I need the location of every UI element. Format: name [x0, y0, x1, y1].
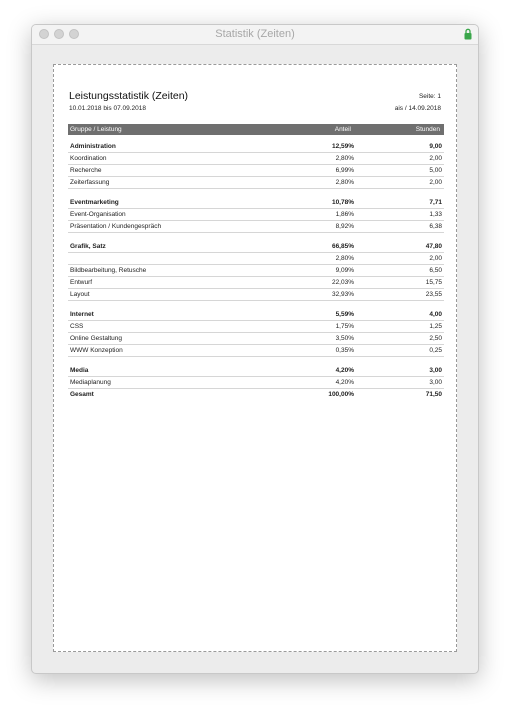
- group-share: 12,59%: [331, 143, 354, 150]
- statistics-window: [31, 24, 479, 674]
- service-name: Recherche: [70, 167, 102, 174]
- service-share: 6,99%: [335, 167, 354, 174]
- service-name: Zeiterfassung: [70, 179, 110, 186]
- table-row: [68, 253, 444, 265]
- group-name: Grafik, Satz: [70, 243, 106, 250]
- service-name: CSS: [70, 323, 84, 330]
- total-row: [68, 389, 444, 401]
- window-title: Statistik (Zeiten): [215, 28, 295, 40]
- group-row: [68, 241, 444, 253]
- group-row: [68, 197, 444, 209]
- service-name: Event-Organisation: [70, 211, 126, 218]
- report-page: [53, 64, 457, 652]
- table-row: [68, 289, 444, 301]
- report-page-number: Seite: 1: [418, 93, 441, 100]
- group-row: [68, 141, 444, 153]
- table-row: [68, 153, 444, 165]
- service-name: Präsentation / Kundengespräch: [70, 223, 162, 230]
- table-body: [68, 141, 444, 401]
- group-name: Eventmarketing: [70, 199, 119, 206]
- group-share: 66,85%: [331, 243, 354, 250]
- table-row: [68, 333, 444, 345]
- service-hours: 23,55: [425, 291, 442, 298]
- service-share: 8,92%: [335, 223, 354, 230]
- group-hours: 9,00: [429, 143, 442, 150]
- service-hours: 0,25: [429, 347, 442, 354]
- lock-icon[interactable]: [464, 28, 472, 40]
- service-share: 1,75%: [335, 323, 354, 330]
- service-share: 9,09%: [335, 267, 354, 274]
- table-row: [68, 221, 444, 233]
- service-name: Online Gestaltung: [70, 335, 123, 342]
- service-hours: 2,00: [429, 155, 442, 162]
- service-hours: 3,00: [429, 379, 442, 386]
- service-share: 0,35%: [335, 347, 354, 354]
- service-hours: 6,50: [429, 267, 442, 274]
- report-date-range: 10.01.2018 bis 07.09.2018: [69, 105, 146, 112]
- service-hours: 15,75: [425, 279, 442, 286]
- group-share: 4,20%: [335, 367, 354, 374]
- group-row: [68, 365, 444, 377]
- service-share: 32,93%: [331, 291, 354, 298]
- table-row: [68, 345, 444, 357]
- service-name: Layout: [70, 291, 90, 298]
- total-hours: 71,50: [425, 391, 442, 398]
- service-name: WWW Konzeption: [70, 347, 123, 354]
- total-label: Gesamt: [70, 391, 94, 398]
- group-hours: 7,71: [429, 199, 442, 206]
- service-name: Mediaplanung: [70, 379, 111, 386]
- service-share: 3,50%: [335, 335, 354, 342]
- table-row: [68, 165, 444, 177]
- table-row: [68, 177, 444, 189]
- report-as-of-date: ais / 14.09.2018: [394, 105, 441, 112]
- service-hours: 6,38: [429, 223, 442, 230]
- total-share: 100,00%: [328, 391, 354, 398]
- service-share: 2,80%: [335, 255, 354, 262]
- table-row: [68, 209, 444, 221]
- table-row: [68, 321, 444, 333]
- group-hours: 3,00: [429, 367, 442, 374]
- service-name: Entwurf: [70, 279, 93, 286]
- column-header-hours: Stunden: [415, 126, 440, 133]
- column-header-group: Gruppe / Leistung: [70, 126, 122, 133]
- group-share: 10,78%: [331, 199, 354, 206]
- service-hours: 5,00: [429, 167, 442, 174]
- column-header-share: Anteil: [334, 126, 351, 133]
- service-share: 2,80%: [335, 179, 354, 186]
- service-hours: 1,33: [429, 211, 442, 218]
- report-title: Leistungsstatistik (Zeiten): [69, 90, 189, 102]
- table-row: [68, 277, 444, 289]
- service-share: 2,80%: [335, 155, 354, 162]
- table-row: [68, 377, 444, 389]
- group-row: [68, 309, 444, 321]
- service-share: 1,86%: [335, 211, 354, 218]
- service-hours: 2,00: [429, 255, 442, 262]
- service-name: Koordination: [70, 155, 107, 162]
- service-hours: 2,50: [429, 335, 442, 342]
- service-name: Bildbearbeitung, Retusche: [70, 267, 147, 274]
- service-hours: 2,00: [429, 179, 442, 186]
- group-name: Internet: [70, 311, 94, 318]
- group-name: Administration: [70, 143, 116, 150]
- title-bar[interactable]: [32, 25, 478, 45]
- service-hours: 1,25: [429, 323, 442, 330]
- table-header: [68, 124, 444, 135]
- group-name: Media: [70, 367, 89, 374]
- service-share: 22,03%: [331, 279, 354, 286]
- group-share: 5,59%: [335, 311, 354, 318]
- table-row: [68, 265, 444, 277]
- group-hours: 4,00: [429, 311, 442, 318]
- group-hours: 47,80: [425, 243, 442, 250]
- service-share: 4,20%: [335, 379, 354, 386]
